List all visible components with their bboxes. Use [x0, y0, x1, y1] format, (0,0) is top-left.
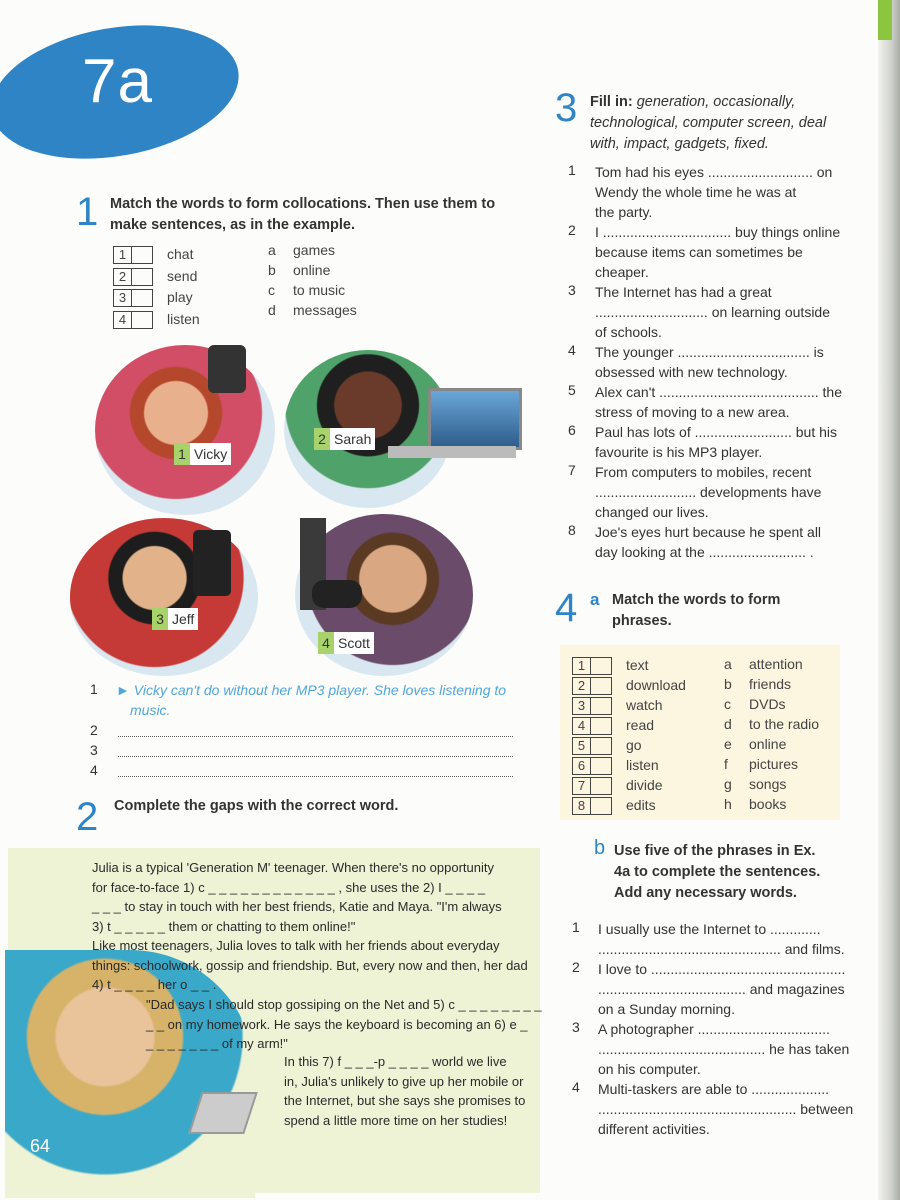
phone-icon	[193, 530, 231, 596]
ex1-number: 1	[76, 190, 99, 234]
answer-line	[118, 776, 513, 777]
item-number: 6	[573, 758, 591, 774]
text-line: for face-to-face 1) c _ _ _ _ _ _ _ _ _ _ _ _ , she uses the 2) I _ _ _ _	[92, 879, 486, 895]
ex1-right-item	[268, 280, 345, 300]
answer-box	[113, 246, 153, 264]
sentence-number: 1	[572, 919, 580, 935]
ex1-right-item	[268, 260, 330, 280]
item-word: books	[749, 796, 787, 812]
sentence-number: 8	[568, 522, 576, 538]
item-letter: g	[724, 776, 732, 792]
person-label-sarah: 2 Sarah	[314, 428, 375, 450]
item-word: download	[626, 677, 686, 693]
sentence-line: ................................................... between	[598, 1101, 854, 1117]
item-number: 4	[114, 312, 132, 328]
person-label-vicky: 1 Vicky	[174, 443, 231, 465]
answer-line	[118, 736, 513, 737]
item-word: edits	[626, 797, 656, 813]
sentence-line: I usually use the Internet to .............	[598, 921, 821, 937]
sentence-line: The younger .................................. is	[595, 344, 824, 360]
ex4-right-item	[724, 774, 786, 794]
fill-in-sentence	[595, 222, 841, 282]
ex2-instruction: Complete the gaps with the correct word.	[114, 798, 399, 814]
sentence-line: The Internet has had a great	[595, 284, 772, 300]
sentence-line: Paul has lots of ......................... but his	[595, 424, 837, 440]
item-word: chat	[167, 246, 194, 262]
ex4-number: 4	[555, 586, 578, 630]
person-label-scott: 4 Scott	[318, 632, 374, 654]
laptop-base	[388, 446, 516, 458]
sentence-line: A photographer ..................................	[598, 1021, 830, 1037]
answer-line-number: 3	[90, 742, 98, 758]
item-number: 8	[573, 798, 591, 814]
ex4-left-item	[572, 715, 654, 735]
game-controller-icon	[312, 580, 362, 608]
sentence-line: of schools.	[595, 324, 662, 340]
item-word: listen	[626, 757, 659, 773]
sentence-line: I love to ..................................................	[598, 961, 846, 977]
ex4-right-item	[724, 714, 819, 734]
item-number: 1	[573, 658, 591, 674]
answer-box	[572, 737, 612, 755]
ex2-text-block-2	[146, 995, 542, 1054]
ex4-left-item	[572, 655, 649, 675]
ex4-right-item	[724, 694, 786, 714]
sentence-line: Joe's eyes hurt because he spent all	[595, 524, 822, 540]
item-letter: h	[724, 796, 732, 812]
ex1-right-item	[268, 240, 335, 260]
ex4-left-item	[572, 675, 686, 695]
example-arrow-icon: ►	[116, 682, 130, 698]
mp3-player-icon	[208, 345, 246, 393]
ex4a-instruction: Match the words to form phrases.	[612, 592, 781, 629]
item-word: read	[626, 717, 655, 733]
item-word: to the radio	[749, 716, 820, 732]
item-letter: c	[268, 282, 275, 298]
item-letter: a	[268, 242, 276, 258]
fill-in-sentence	[595, 422, 837, 462]
text-line: _ _ _ _ _ _ _ of my arm!"	[146, 1036, 288, 1051]
item-word: divide	[626, 777, 663, 793]
sentence-line: Alex can't ......................................... the	[595, 384, 842, 400]
laptop-icon	[428, 388, 522, 450]
sentence-line: different activities.	[598, 1121, 710, 1137]
item-word: text	[626, 657, 649, 673]
sentence-line: Multi-taskers are able to ....................	[598, 1081, 830, 1097]
item-number: 5	[573, 738, 591, 754]
text-line: Like most teenagers, Julia loves to talk with her friends about everyday	[92, 938, 500, 953]
ex2-number: 2	[76, 795, 99, 839]
text-line: 4) t _ _ _ _ her o _ _ .	[92, 977, 217, 992]
sentence-line: I ................................. buy things online	[595, 224, 841, 240]
fill-in-sentence	[595, 462, 827, 522]
text-line: Julia is a typical 'Generation M' teenager. When there's no opportunity	[92, 860, 495, 875]
page-edge	[878, 0, 900, 1200]
item-letter: c	[724, 696, 731, 712]
ex4-right-item	[724, 654, 803, 674]
vicky-photo	[95, 345, 275, 515]
sentence-line: obsessed with new technology.	[595, 364, 788, 380]
ex1-left-item	[113, 287, 193, 307]
ex1-left-item	[113, 244, 193, 264]
ex4-right-item	[724, 674, 791, 694]
answer-line	[118, 756, 513, 757]
sentence-number: 4	[572, 1079, 580, 1095]
ex1-example-number: 1	[90, 681, 98, 697]
sentence-line: ............................. on learning outside	[595, 304, 830, 320]
answer-line-number: 2	[90, 722, 98, 738]
fill-in-sentence	[595, 522, 827, 562]
item-word: online	[293, 262, 331, 278]
sentence-number: 3	[572, 1019, 580, 1035]
ex1-instruction: Match the words to form collocations. Then use them to make sentences, as in the example.	[110, 196, 496, 233]
ex1-left-item	[113, 309, 200, 329]
person-label-jeff: 3 Jeff	[152, 608, 198, 630]
ex2-text-block-1	[92, 858, 528, 995]
complete-sentence	[598, 919, 845, 959]
ex2-text-block-3	[284, 1052, 528, 1130]
item-word: go	[626, 737, 642, 753]
fill-in-sentence	[595, 162, 833, 222]
item-word: friends	[749, 676, 792, 692]
item-word: send	[167, 267, 198, 284]
item-number: 3	[114, 290, 132, 306]
sentence-number: 1	[568, 162, 576, 178]
item-word: songs	[749, 776, 787, 792]
sentence-line: on his computer.	[598, 1061, 701, 1077]
sentence-line: because items can sometimes be	[595, 244, 803, 260]
complete-sentence	[598, 959, 846, 1019]
answer-box	[572, 697, 612, 715]
ex4-right-item	[724, 794, 786, 814]
item-letter: f	[724, 756, 728, 772]
complete-sentence	[598, 1079, 854, 1139]
sentence-line: ............................................... and films.	[598, 941, 845, 957]
answer-box	[572, 757, 612, 775]
ex1-right-item	[268, 300, 357, 320]
text-line: the Internet, but she says she promises to	[284, 1093, 526, 1108]
ex1-example: ► Vicky can't do without her MP3 player. She loves listening to music.	[116, 682, 507, 718]
item-number: 3	[573, 698, 591, 714]
complete-sentence	[598, 1019, 850, 1079]
item-word: DVDs	[749, 696, 786, 712]
sentence-line: the party.	[595, 204, 653, 220]
item-word: messages	[293, 302, 357, 318]
ex4-left-item	[572, 695, 663, 715]
answer-box	[572, 777, 612, 795]
ex4a-label: a	[590, 590, 600, 609]
sentence-line: ........................................... he has taken	[598, 1041, 850, 1057]
item-word: play	[167, 289, 193, 305]
text-line: _ _ on my homework. He says the keyboard is becoming an 6) e _	[146, 1016, 528, 1032]
answer-box	[113, 311, 153, 329]
answer-box	[572, 677, 612, 695]
sentence-line: .......................... developments have	[595, 484, 822, 500]
sentence-number: 4	[568, 342, 576, 358]
item-word: listen	[167, 310, 200, 327]
text-line: in, Julia's unlikely to give up her mobile or	[284, 1073, 524, 1089]
item-number: 2	[114, 269, 132, 285]
page-number: 64	[30, 1136, 51, 1156]
sentence-line: changed our lives.	[595, 504, 709, 520]
item-word: online	[749, 736, 787, 752]
item-letter: d	[268, 302, 276, 318]
item-number: 2	[573, 678, 591, 694]
ex4b-label: b	[594, 837, 606, 859]
item-word: to music	[293, 282, 346, 298]
sentence-line: on a Sunday morning.	[598, 1001, 735, 1017]
item-letter: b	[724, 676, 732, 692]
sentence-number: 7	[568, 462, 576, 478]
sentence-line: ...................................... and magazines	[598, 981, 845, 997]
ex4-left-item	[572, 795, 656, 815]
sentence-number: 5	[568, 382, 576, 398]
sentence-line: cheaper.	[595, 264, 649, 280]
sentence-line: day looking at the ......................... .	[595, 544, 814, 560]
item-number: 4	[573, 718, 591, 734]
ex4-right-item	[724, 734, 786, 754]
item-number: 1	[114, 247, 132, 263]
item-word: attention	[749, 656, 803, 672]
text-line: spend a little more time on her studies!	[284, 1112, 508, 1128]
answer-box	[572, 717, 612, 735]
item-word: games	[293, 242, 336, 258]
ex4-left-item	[572, 735, 642, 755]
fill-in-sentence	[595, 382, 842, 422]
text-line: "Dad says I should stop gossiping on the Net and 5) c _ _ _ _ _ _ _ _	[146, 997, 542, 1012]
answer-box	[572, 657, 612, 675]
sentence-line: Tom had his eyes ........................... on	[595, 164, 833, 180]
sentence-number: 2	[568, 222, 576, 238]
answer-box	[572, 797, 612, 815]
item-letter: a	[724, 656, 732, 672]
sentence-line: Wendy the whole time he was at	[595, 184, 797, 200]
ex4-left-item	[572, 755, 659, 775]
item-letter: e	[724, 736, 732, 752]
item-letter: d	[724, 716, 732, 732]
sentence-line: stress of moving to a new area.	[595, 404, 790, 420]
text-line: In this 7) f _ _ _-p _ _ _ _ world we live	[284, 1054, 507, 1069]
answer-box	[113, 289, 153, 307]
answer-box	[113, 268, 153, 286]
text-line: _ _ _ to stay in touch with her best friends, Katie and Maya. "I'm always	[92, 899, 502, 914]
fill-in-sentence	[595, 282, 830, 342]
item-number: 7	[573, 778, 591, 794]
sentence-number: 6	[568, 422, 576, 438]
text-line: things: schoolwork, gossip and friendship. But, every now and then, her dad	[92, 957, 528, 973]
sentence-line: From computers to mobiles, recent	[595, 464, 812, 480]
text-line: 3) t _ _ _ _ _ them or chatting to them online!"	[92, 918, 356, 934]
ex3-number: 3	[555, 86, 578, 130]
item-word: watch	[626, 697, 663, 713]
sentence-line: favourite is his MP3 player.	[595, 444, 763, 460]
answer-line-number: 4	[90, 762, 98, 778]
ex1-left-item	[113, 266, 197, 286]
item-word: pictures	[749, 756, 799, 772]
item-letter: b	[268, 262, 276, 278]
page-edge-tab	[878, 0, 892, 40]
ex4b-instruction: Use five of the phrases in Ex. 4a to complete the sentences. Add any necessary words.	[614, 843, 821, 901]
sentence-number: 3	[568, 282, 576, 298]
sentence-number: 2	[572, 959, 580, 975]
ex4-left-item	[572, 775, 663, 795]
ex3-instruction: Fill in: generation, occasionally, technological, computer screen, deal with, impact, gadgets, fixed.	[590, 94, 827, 152]
ex4-right-item	[724, 754, 798, 774]
fill-in-sentence	[595, 342, 827, 382]
unit-label: 7a	[82, 47, 153, 116]
